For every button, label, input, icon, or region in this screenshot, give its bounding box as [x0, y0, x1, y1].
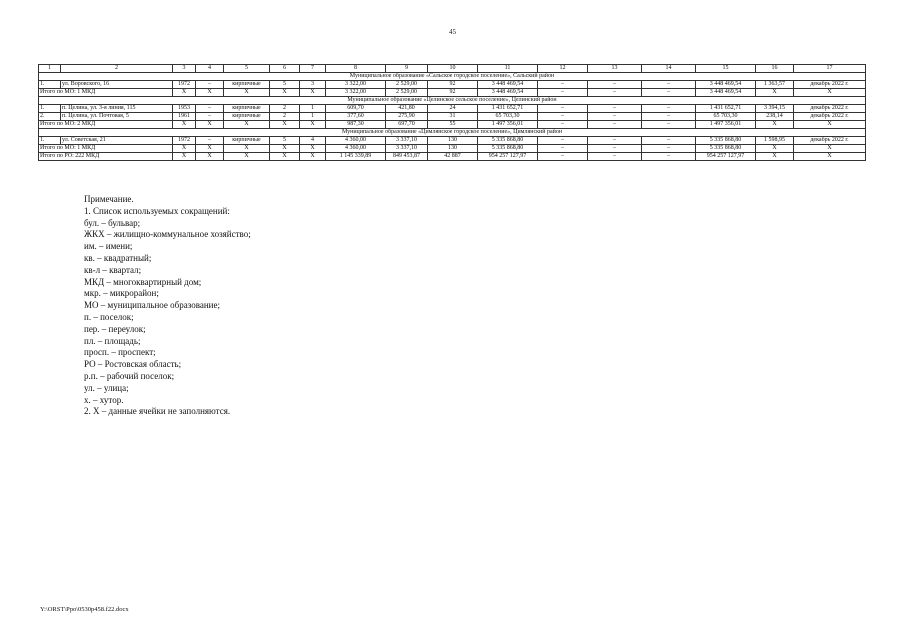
table-cell: ул. Советская, 21: [61, 137, 173, 145]
table-cell: 1 431 652,71: [478, 105, 538, 113]
table-cell: –: [642, 137, 696, 145]
abbreviation-item: просп. – проспект;: [84, 347, 156, 358]
column-number-cell: 6: [270, 65, 300, 73]
column-number-cell: 9: [386, 65, 428, 73]
page-number: 45: [449, 28, 456, 36]
table-cell: 65 703,30: [478, 113, 538, 121]
table-cell: 3 337,10: [386, 145, 428, 153]
municipality-title: Муниципальное образование «Сальское городское поселение», Сальский район: [39, 73, 866, 81]
table-cell: –: [196, 105, 224, 113]
table-cell: X: [270, 89, 300, 97]
column-number-cell: 12: [538, 65, 588, 73]
table-cell: X: [270, 145, 300, 153]
table-cell: X: [794, 89, 866, 97]
table-cell: X: [196, 145, 224, 153]
table-cell: 5 335 868,80: [696, 137, 756, 145]
table-cell: 3 448 469,54: [478, 89, 538, 97]
table-cell: 1 145 339,89: [326, 153, 386, 161]
table-cell: X: [756, 89, 794, 97]
table-cell: 5: [270, 81, 300, 89]
column-number-cell: 14: [642, 65, 696, 73]
table-cell: 1 598,95: [756, 137, 794, 145]
table-cell: 1972: [173, 81, 196, 89]
table-row: [39, 137, 866, 145]
table-row: [39, 113, 866, 121]
table-cell: X: [794, 121, 866, 129]
table-cell: X: [300, 145, 326, 153]
table-cell: декабрь 2022 г.: [794, 137, 866, 145]
table-cell: 954 257 127,97: [478, 153, 538, 161]
table-cell: 609,70: [326, 105, 386, 113]
table-cell: –: [588, 153, 642, 161]
table-cell: X: [224, 145, 270, 153]
abbreviation-item: МКД – многоквартирный дом;: [84, 276, 202, 287]
table-cell: 5 335 868,80: [478, 145, 538, 153]
registry-table: [38, 64, 866, 161]
table-cell: X: [196, 89, 224, 97]
table-cell: 3 322,00: [326, 89, 386, 97]
table-cell: 697,70: [386, 121, 428, 129]
table-cell: 987,30: [326, 121, 386, 129]
abbreviation-item: бул. – бульвар;: [84, 217, 141, 228]
table-cell: X: [173, 145, 196, 153]
abbreviation-item: кв-л – квартал;: [84, 264, 142, 275]
table-cell: X: [224, 121, 270, 129]
table-cell: 1.: [39, 105, 61, 113]
abbreviation-item: РО – Ростовская область;: [84, 359, 182, 370]
column-number-cell: 13: [588, 65, 642, 73]
table-cell: 4: [300, 137, 326, 145]
table-cell: 5: [270, 137, 300, 145]
table-cell: –: [588, 121, 642, 129]
abbreviation-item: ул. – улица;: [84, 382, 129, 393]
table-cell: X: [270, 153, 300, 161]
municipality-title: Муниципальное образование «Цимлянское городское поселение», Цимлянский район: [39, 129, 866, 137]
table-header-row: [39, 65, 866, 73]
abbreviation-item: п. – поселок;: [84, 311, 134, 322]
table-cell: 92: [428, 89, 478, 97]
table-cell: 3 448 469,54: [696, 89, 756, 97]
notes-block: [84, 194, 584, 418]
document-file-path: Y:\ORST\Ppo\0530p458.f22.docx: [40, 606, 129, 613]
total-label: Итого по МО: 1 МКД: [39, 89, 173, 97]
table-cell: –: [538, 121, 588, 129]
table-cell: 24: [428, 105, 478, 113]
table-cell: 421,80: [386, 105, 428, 113]
table-cell: 954 257 127,97: [696, 153, 756, 161]
section-row: [39, 97, 866, 105]
table-cell: 2 529,00: [386, 89, 428, 97]
table-cell: 238,14: [756, 113, 794, 121]
table-cell: –: [642, 89, 696, 97]
table-cell: X: [173, 89, 196, 97]
abbreviation-item: р.п. – рабочий поселок;: [84, 370, 175, 381]
abbreviation-item: кв. – квадратный;: [84, 252, 152, 263]
abbreviations-list: [84, 218, 584, 407]
table-cell: 275,90: [386, 113, 428, 121]
abbreviation-item: пл. – площадь;: [84, 335, 141, 346]
table-cell: X: [794, 153, 866, 161]
table-cell: 1 497 356,01: [478, 121, 538, 129]
total-label: Итого по МО: 1 МКД: [39, 145, 173, 153]
column-number-cell: 16: [756, 65, 794, 73]
table-row: [39, 81, 866, 89]
table-cell: 55: [428, 121, 478, 129]
column-number-cell: 11: [478, 65, 538, 73]
table-cell: 2: [270, 105, 300, 113]
table-cell: 849 453,87: [386, 153, 428, 161]
column-number-cell: 10: [428, 65, 478, 73]
table-cell: –: [642, 113, 696, 121]
table-cell: 3 337,10: [386, 137, 428, 145]
abbreviation-item: ЖКХ – жилищно-коммунальное хозяйство;: [84, 229, 251, 240]
table-cell: 4 360,00: [326, 145, 386, 153]
table-cell: X: [196, 121, 224, 129]
abbreviation-item: пер. – переулок;: [84, 323, 146, 334]
table-cell: 3 322,00: [326, 81, 386, 89]
table-cell: –: [196, 137, 224, 145]
table-cell: 92: [428, 81, 478, 89]
table-cell: 31: [428, 113, 478, 121]
table-cell: –: [538, 81, 588, 89]
table-cell: X: [300, 89, 326, 97]
table-cell: –: [196, 81, 224, 89]
table-cell: декабрь 2022 г.: [794, 113, 866, 121]
table-cell: 2: [270, 113, 300, 121]
table-cell: X: [756, 153, 794, 161]
total-row: [39, 145, 866, 153]
table-cell: X: [794, 145, 866, 153]
table-cell: 377,60: [326, 113, 386, 121]
table-cell: X: [270, 121, 300, 129]
table-cell: 130: [428, 137, 478, 145]
total-row: [39, 89, 866, 97]
table-cell: 42 887: [428, 153, 478, 161]
table-row: [39, 105, 866, 113]
table-cell: 1953: [173, 105, 196, 113]
table-cell: кирпичные: [224, 105, 270, 113]
abbreviations-heading: 1. Список используемых сокращений:: [84, 205, 230, 216]
table-cell: –: [538, 89, 588, 97]
table-cell: X: [300, 153, 326, 161]
table-cell: 1 497 356,01: [696, 121, 756, 129]
table-cell: кирпичные: [224, 113, 270, 121]
column-number-cell: 17: [794, 65, 866, 73]
total-label: Итого по МО: 2 МКД: [39, 121, 173, 129]
table-cell: кирпичные: [224, 81, 270, 89]
table-cell: 3 394,15: [756, 105, 794, 113]
table-cell: –: [588, 81, 642, 89]
table-cell: 3 448 469,54: [696, 81, 756, 89]
table-cell: 3 448 469,54: [478, 81, 538, 89]
section-row: [39, 129, 866, 137]
abbreviation-item: МО – муниципальное образование;: [84, 300, 220, 311]
notes-title: Примечание.: [84, 194, 134, 204]
table-cell: 1: [300, 105, 326, 113]
table-cell: 1: [300, 113, 326, 121]
table-cell: 5 335 868,80: [478, 137, 538, 145]
table-cell: 1 431 652,71: [696, 105, 756, 113]
table-cell: –: [588, 105, 642, 113]
column-number-cell: 2: [61, 65, 173, 73]
column-number-cell: 15: [696, 65, 756, 73]
table-cell: 1.: [39, 81, 61, 89]
table-cell: –: [538, 137, 588, 145]
column-number-cell: 5: [224, 65, 270, 73]
table-cell: –: [642, 105, 696, 113]
table-cell: 130: [428, 145, 478, 153]
table-cell: 5 335 868,80: [696, 145, 756, 153]
total-row: [39, 121, 866, 129]
table-cell: X: [173, 153, 196, 161]
table-cell: –: [538, 145, 588, 153]
table-cell: декабрь 2022 г.: [794, 105, 866, 113]
table-cell: –: [588, 89, 642, 97]
table-cell: X: [756, 121, 794, 129]
table-cell: –: [642, 121, 696, 129]
table-cell: 3: [300, 81, 326, 89]
table-cell: –: [588, 145, 642, 153]
table-cell: 1961: [173, 113, 196, 121]
table-cell: ул. Воровского, 16: [61, 81, 173, 89]
abbreviation-item: им. – имени;: [84, 241, 133, 252]
table-cell: –: [642, 153, 696, 161]
table-cell: п. Целина, ул. 3-я линия, 115: [61, 105, 173, 113]
table-cell: –: [642, 81, 696, 89]
column-number-cell: 8: [326, 65, 386, 73]
abbreviation-item: х. – хутор.: [84, 394, 124, 405]
note-item-2: 2. X – данные ячейки не заполняются.: [84, 406, 231, 417]
table-cell: –: [588, 137, 642, 145]
table-cell: 2 529,00: [386, 81, 428, 89]
table-cell: X: [173, 121, 196, 129]
table-cell: X: [196, 153, 224, 161]
column-number-cell: 3: [173, 65, 196, 73]
table-cell: 65 703,30: [696, 113, 756, 121]
table-cell: X: [756, 145, 794, 153]
table-cell: –: [538, 153, 588, 161]
table-cell: п. Целина, ул. Почтовая, 5: [61, 113, 173, 121]
table-cell: –: [196, 113, 224, 121]
column-number-cell: 7: [300, 65, 326, 73]
table-cell: –: [642, 145, 696, 153]
table-cell: кирпичные: [224, 137, 270, 145]
section-row: [39, 73, 866, 81]
table-cell: 4 360,00: [326, 137, 386, 145]
table-cell: –: [588, 113, 642, 121]
municipality-title: Муниципальное образование «Целинское сельское поселение», Целинский район: [39, 97, 866, 105]
table-cell: 1972: [173, 137, 196, 145]
total-label: Итого по РО: 222 МКД: [39, 153, 173, 161]
table-cell: –: [538, 105, 588, 113]
table-cell: 1 363,57: [756, 81, 794, 89]
table-cell: –: [538, 113, 588, 121]
table-cell: 1.: [39, 137, 61, 145]
column-number-cell: 1: [39, 65, 61, 73]
table-cell: X: [300, 121, 326, 129]
table-cell: 2.: [39, 113, 61, 121]
column-number-cell: 4: [196, 65, 224, 73]
table-cell: декабрь 2022 г.: [794, 81, 866, 89]
table-cell: X: [224, 153, 270, 161]
abbreviation-item: мкр. – микрорайон;: [84, 288, 159, 299]
total-row: [39, 153, 866, 161]
table-cell: X: [224, 89, 270, 97]
